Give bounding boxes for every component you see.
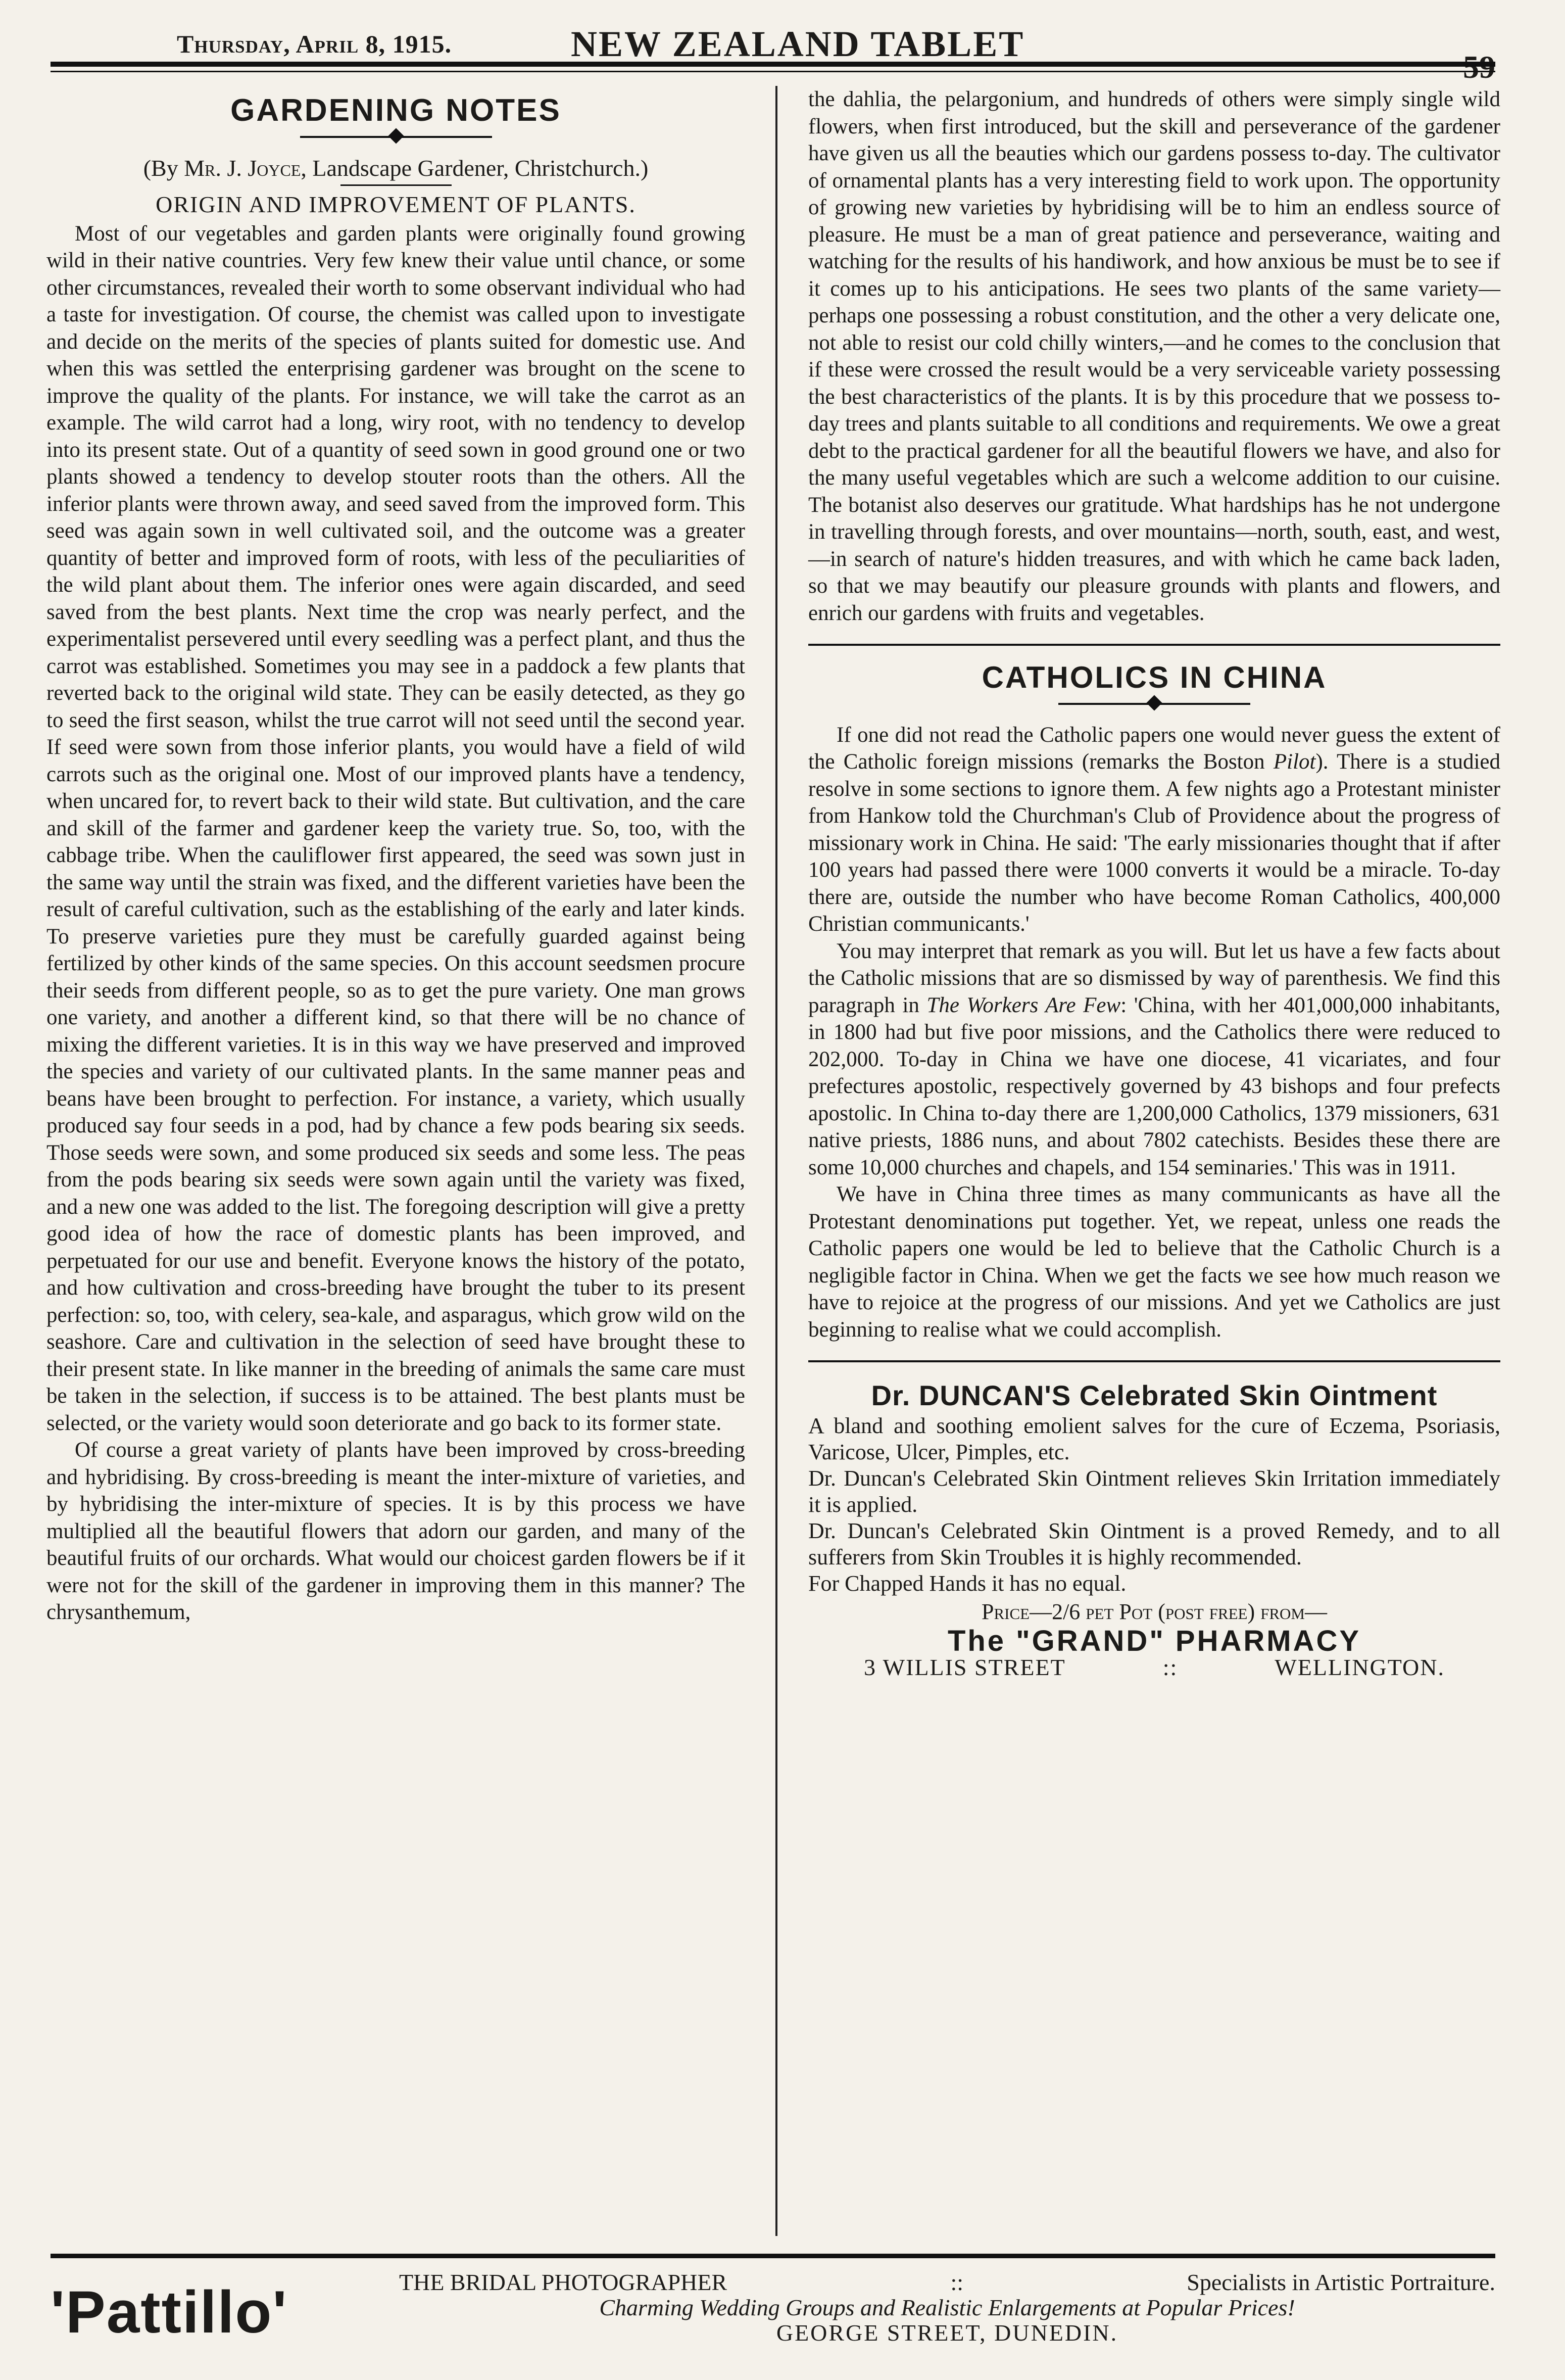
gardening-notes-title: GARDENING NOTES (230, 93, 561, 128)
photographer-title: THE BRIDAL PHOTOGRAPHER (399, 2269, 727, 2295)
catholics-china-title: CATHOLICS IN CHINA (982, 660, 1327, 694)
header-rule (51, 62, 1495, 67)
footer-separator: :: (950, 2269, 963, 2295)
footer-rule (51, 2254, 1495, 2258)
ad-line: For Chapped Hands it has no equal. (808, 1571, 1127, 1596)
china-p2-text-cont: : 'China, with her 401,000,000 inhabitants, in 1800 had but five poor missions, and the Catholics there were reduced to 202,000. To-day in China we have one diocese, 41 vicariates, and four prefectures apostolic, respectively governed by 43 bishops and four prefects apostolic. In China to-day there are 1,200,000 Catholics, 1379 missioners, 631 native priests, 1886 nuns, and about 7802 catechists. Besides these there are some 10,000 churches and chapels, and 154 seminaries.' This was in 1911. (808, 993, 1500, 1179)
masthead (51, 20, 1495, 85)
header-rule-thin (51, 71, 1495, 72)
byline-rule (340, 184, 452, 186)
photographer-details (399, 2270, 1495, 2346)
right-column (808, 86, 1500, 1681)
issue-date: Thursday, April 8, 1915. (177, 30, 452, 58)
photographer-advertisement (51, 2268, 1495, 2359)
china-paragraph-2 (808, 938, 1500, 1181)
ad-line: Dr. Duncan's Celebrated Skin Ointment relieves Skin Irritation immediately it is applied. (808, 1466, 1500, 1517)
column-divider (775, 86, 777, 2236)
china-p1-text-cont: ). There is a studied resolve in some sections to ignore them. A few nights ago a Protestant minister from Hankow told the Churchman's Club of Providence about the progress of missionary work in China. He said: 'The early missionaries thought that if after 100 years had passed there were 1000 converts it would be a miracle. To-day there are, outside the number who have become Roman Catholics, 400,000 Christian communicants.' (808, 750, 1501, 936)
footer-line-1 (399, 2270, 1495, 2295)
address-separator: :: (1162, 1654, 1178, 1680)
china-paragraph-3: We have in China three times as many communicants as have all the Protestant denominations put together. Yet, we repeat, unless one reads the Catholic papers one would be led to believe that the Catholic Church is a negligible factor in China. When we get the facts we see how much reason we have to rejoice at the progress of our missions. And yet we Catholics are just beginning to realise what we could accomplish. (808, 1182, 1500, 1342)
ad-title: Dr. DUNCAN'S Celebrated Skin Ointment (871, 1379, 1438, 1411)
title-ornament (1058, 695, 1250, 712)
address-city: WELLINGTON. (1275, 1654, 1445, 1680)
photographer-brand: 'Pattillo' (51, 2279, 288, 2346)
ad-price: Price—2/6 pet Pot (post free) from— (982, 1599, 1327, 1624)
article-subheading: ORIGIN AND IMPROVEMENT OF PLANTS. (156, 192, 636, 217)
section-rule (808, 1360, 1500, 1362)
china-p1-italic: Pilot (1273, 750, 1316, 774)
gardening-paragraph-1: Most of our vegetables and garden plants were originally found growing wild in their native countries. Very few knew their value until chance, or some other circumstances, revealed their worth to some observant individual who had a taste for investigation. Of course, the chemist was called upon to investigate and decide on the merits of the species of plants suited for domestic use. And when this was settled the enterprising gardener was brought on the scene to improve the quality of the plants. For instance, we will take the carrot as an example. The wild carrot had a long, wiry root, with no tendency to develop into its present state. Out of a quantity of seed sown in good ground one or two plants showed a tendency to develop stouter roots than the others. All the inferior plants were thrown away, and seed saved from the improved form. This seed was again sown in well cultivated soil, and the outcome was a greater quantity of better and improved form of roots, with less of the peculiarities of the wild plant about them. The inferior ones were again discarded, and seed saved from the best plants. Next time the crop was nearly perfect, and the experimentalist persevered until every seedling was a perfect plant, and thus the carrot was established. Sometimes you may see in a paddock a few plants that reverted back to the original wild state. They can be easily detected, as they go to seed the first season, whilst the true carrot will not seed until the second year. If seed were sown from those inferior plants, you would have a field of wild carrots such as the original one. Most of our improved plants have a tendency, when uncared for, to revert back to their wild state. But cultivation, and the care and skill of the farmer and gardener keep the variety true. So, too, with the cabbage tribe. When the cauliflower first appeared, the seed was sown just in the same way until the strain was fixed, and the different varieties have been the result of careful cultivation, such as the establishing of the early and later kinds. To preserve varieties pure they must be carefully guarded against being fertilized by other kinds of the same species. On this account seedsmen procure their seeds from different people, so as to get the pure variety. One man grows one variety, and another a different kind, so that there will be no chance of mixing the different varieties. It is in this way we have preserved and improved the species and variety of our cultivated plants. In the same manner peas and beans have been brought to perfection. For instance, a variety, which usually produced say four seeds in a pod, had by chance a few pods bearing six seeds. Those seeds were sown, and some produced six seeds and some less. The peas from the pods bearing six seeds were sown again until the variety was fixed, and a new one was added to the list. The foregoing description will give a pretty good idea of how the race of domestic plants has been improved, and perpetuated for our use and benefit. Everyone knows the history of the potato, and how cultivation and cross-breeding have brought the tuber to its present perfection: so, too, with celery, sea-kale, and asparagus, which grow wild on the seashore. Care and cultivation in the selection of seed have brought these to their present state. In like manner in the breeding of animals the same care must be taken in the selection, if success is to be attained. The best plants must be selected, or the variety would soon deteriorate and go back to its former state. (46, 221, 745, 1435)
skin-ointment-advertisement (808, 1379, 1500, 1681)
byline-prefix: (By (143, 155, 184, 181)
china-p2-italic: The Workers Are Few (926, 993, 1121, 1017)
byline-suffix: , Landscape Gardener, Christchurch.) (301, 155, 649, 181)
pharmacy-name: The "GRAND" PHARMACY (947, 1625, 1361, 1657)
byline-author: Mr. J. Joyce (184, 155, 301, 181)
china-paragraph-1 (808, 722, 1500, 938)
section-rule (808, 644, 1500, 646)
article-byline (46, 155, 745, 182)
china-p2-text: You may interpret that remark as you will. But let us have a few facts about the Catholic missions that are so dismissed by way of parenthesis. We find this paragraph in (808, 939, 1500, 1017)
photographer-specialty: Specialists in Artistic Portraiture. (1187, 2269, 1495, 2295)
footer-line-3: GEORGE STREET, DUNEDIN. (776, 2320, 1118, 2346)
page-number: 59 (1463, 49, 1495, 85)
footer-line-2: Charming Wedding Groups and Realistic Enlargements at Popular Prices! (599, 2295, 1295, 2320)
left-column (46, 86, 745, 1626)
pharmacy-address (808, 1654, 1500, 1681)
title-ornament (300, 128, 492, 146)
ad-line: A bland and soothing emolient salves for the cure of Eczema, Psoriasis, Varicose, Ulcer, Pimples, etc. (808, 1413, 1500, 1464)
publication-title: NEW ZEALAND TABLET (571, 24, 1025, 64)
ad-line: Dr. Duncan's Celebrated Skin Ointment is a proved Remedy, and to all sufferers from Skin Troubles it is highly recommended. (808, 1518, 1500, 1569)
gardening-paragraph-3: the dahlia, the pelargonium, and hundreds of others were simply single wild flowers, when first introduced, but the skill and perseverance of the gardener have given us all the beauties which our gardens possess to-day. The cultivator of ornamental plants has a very interesting field to work upon. The opportunity of growing new varieties by hybridising will be to him an endless source of pleasure. He must be a man of great patience and perseverance, waiting and watching for the results of his handiwork, and how anxious be must be to see if it comes up to his anticipations. He sees two plants of the same variety—perhaps one possessing a robust constitution, and the other a very delicate one, not able to resist our cold chilly winters,—and he comes to the conclusion that if these were crossed the result would be a very serviceable variety possessing the best characteristics of the plants. It is by this procedure that we possess to-day trees and plants suitable to all conditions and requirements. We owe a great debt to the practical gardener for all the beautiful flowers we have, and also for the many useful vegetables which are such a welcome addition to our cuisine. The botanist also deserves our gratitude. What hardships has he not undergone in travelling through forests, and over mountains—north, south, east, and west,—in search of nature's hidden treasures, and with which he came back laden, so that we may beautify our pleasure grounds with plants and flowers, and enrich our gardens with fruits and vegetables. (808, 87, 1500, 625)
china-p1-text: If one did not read the Catholic papers one would never guess the extent of the Catholic foreign missions (remarks the Boston (808, 723, 1500, 774)
address-street: 3 WILLIS STREET (864, 1654, 1066, 1680)
gardening-paragraph-2: Of course a great variety of plants have been improved by cross-breeding and hybridising. By cross-breeding is meant the inter-mixture of varieties, and by hybridising the inter-mixture of species. It is by this process we have multiplied all the beautiful flowers that adorn our garden, and many of the beautiful fruits of our orchards. What would our choicest garden flowers be if it were not for the skill of the gardener in improving them in this manner? The chrysanthemum, (46, 1438, 745, 1624)
